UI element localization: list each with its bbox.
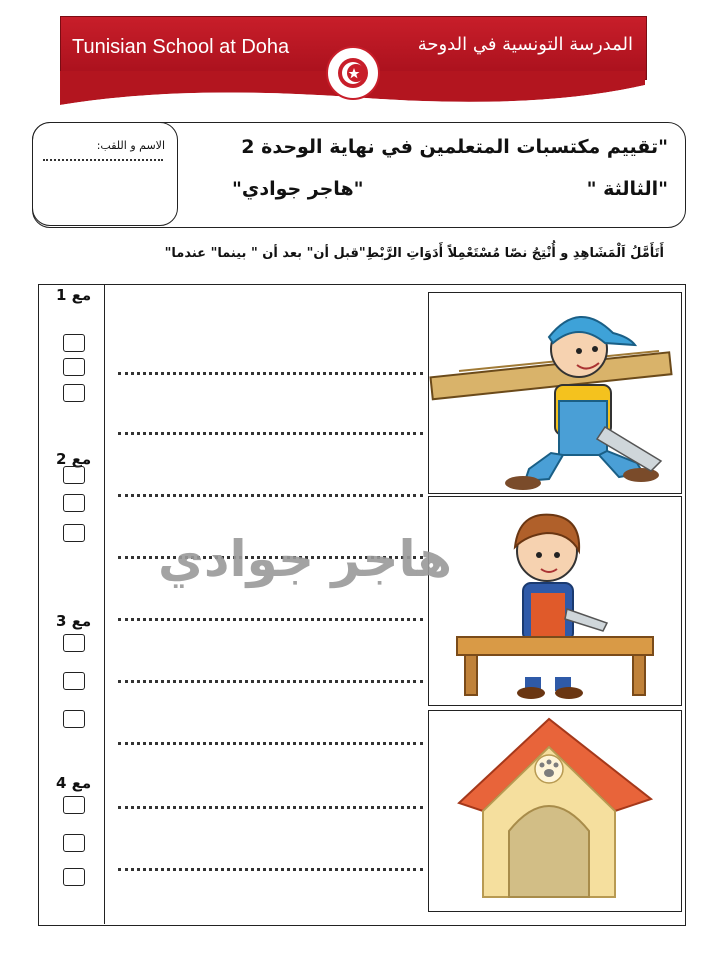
name-dotted-line[interactable] <box>43 159 163 161</box>
page-title: "تقييم مكتسبات المتعلمين في نهاية الوحدة 2 <box>241 136 668 158</box>
criterion-2-checkbox-c[interactable] <box>63 524 85 542</box>
instruction-text: أَتَأَمَّلُ اَلْمَشَاهِدِ و أُنْتِجُ نصّا مُسْتَعْمِلاً أَدَوَاتِ الرَّبْطِ"قبل أن" بعد أن " بينما" عندما" <box>164 246 664 261</box>
writing-line-2[interactable] <box>118 432 423 435</box>
author-name: "هاجر جوادي" <box>232 178 364 200</box>
criterion-2-checkbox-b[interactable] <box>63 494 85 512</box>
writing-line-5[interactable] <box>118 618 423 621</box>
criterion-3-checkbox-a[interactable] <box>63 634 85 652</box>
dog-house-image <box>428 710 682 912</box>
criterion-label-1: مع 1 <box>56 286 92 304</box>
criterion-1-checkbox-c[interactable] <box>63 384 85 402</box>
writing-line-1[interactable] <box>118 372 423 375</box>
criterion-3-checkbox-c[interactable] <box>63 710 85 728</box>
criterion-4-checkbox-c[interactable] <box>63 868 85 886</box>
writing-line-7[interactable] <box>118 742 423 745</box>
writing-line-8[interactable] <box>118 806 423 809</box>
school-banner <box>60 16 645 108</box>
criterion-label-2: مع 2 <box>56 450 92 468</box>
boy-sawing-wood-image <box>428 496 682 706</box>
carpenter-carrying-plank-image <box>428 292 682 494</box>
page-title-line2: "الثالثة " <box>586 178 668 200</box>
school-name-arabic: المدرسة التونسية في الدوحة <box>417 34 633 55</box>
author-watermark: هاجر جوادي <box>158 530 452 588</box>
writing-line-3[interactable] <box>118 494 423 497</box>
criterion-2-checkbox-a[interactable] <box>63 466 85 484</box>
criterion-label-4: مع 4 <box>56 774 92 792</box>
criterion-4-checkbox-a[interactable] <box>63 796 85 814</box>
column-divider <box>104 284 105 924</box>
tunisia-flag-emblem-icon <box>326 46 380 100</box>
writing-line-6[interactable] <box>118 680 423 683</box>
school-name-english: Tunisian School at Doha <box>72 36 290 58</box>
writing-line-9[interactable] <box>118 868 423 871</box>
criterion-3-checkbox-b[interactable] <box>63 672 85 690</box>
criterion-label-3: مع 3 <box>56 612 92 630</box>
criterion-1-checkbox-a[interactable] <box>63 334 85 352</box>
criterion-1-checkbox-b[interactable] <box>63 358 85 376</box>
criterion-4-checkbox-b[interactable] <box>63 834 85 852</box>
name-field-box[interactable] <box>32 122 178 226</box>
name-label: الاسم و اللقب: <box>96 139 165 152</box>
